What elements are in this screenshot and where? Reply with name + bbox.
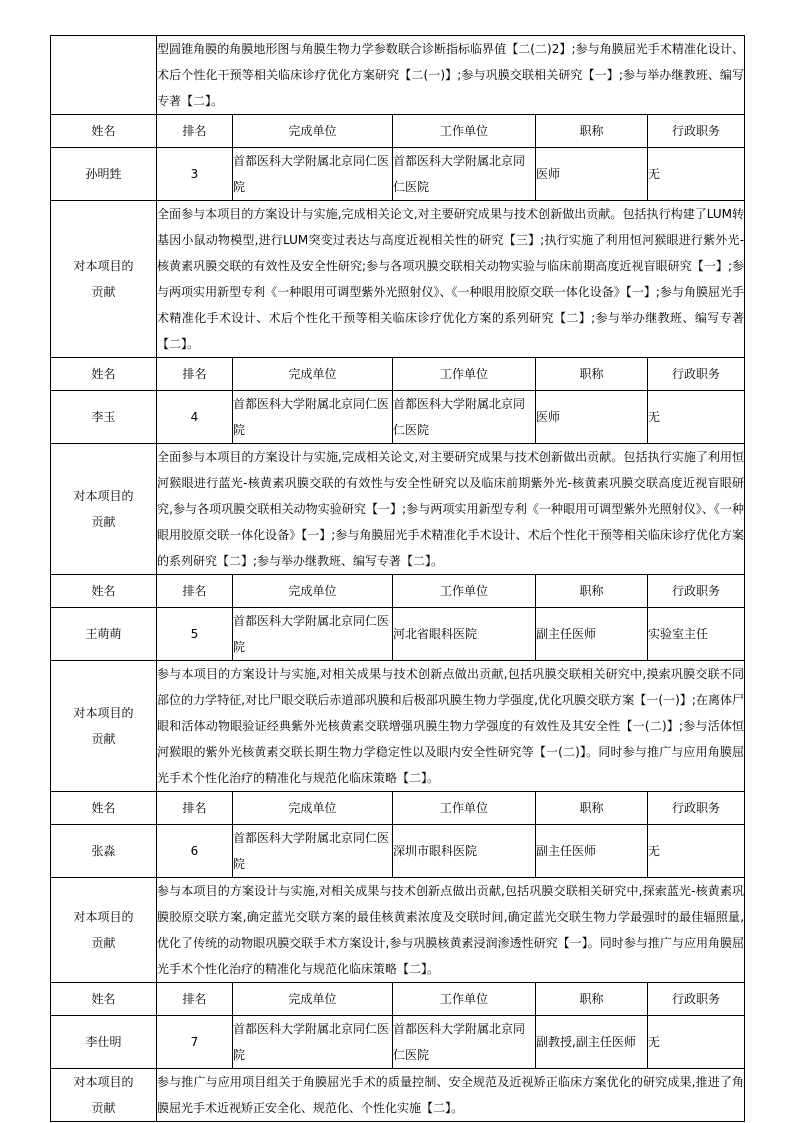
completion-unit-header: 完成单位	[233, 115, 393, 148]
member-completion-unit: 首都医科大学附属北京同仁医院	[233, 391, 393, 444]
title-header: 职称	[536, 792, 648, 825]
title-header: 职称	[536, 983, 648, 1016]
member-title: 副教授,副主任医师	[536, 1016, 648, 1069]
rank-header: 排名	[157, 115, 233, 148]
contribution-label: 对本项目的贡献	[51, 661, 157, 792]
member-rank: 7	[157, 1016, 233, 1069]
admin-position-header: 行政职务	[648, 792, 745, 825]
continuation-text: 型圆锥角膜的角膜地形图与角膜生物力学参数联合诊断指标临界值【二(二)2】;参与角膜屈光手术精准化设计、术后个性化干预等相关临床诊疗优化方案研究【二(一)】;参与巩膜交联相关研究【一】;参与举办继教班、编写专著【二】。	[157, 36, 745, 115]
member-work-unit: 首都医科大学附属北京同仁医院	[393, 1016, 536, 1069]
completion-unit-header: 完成单位	[233, 792, 393, 825]
work-unit-header: 工作单位	[393, 983, 536, 1016]
member-admin-position: 无	[648, 1016, 745, 1069]
title-header: 职称	[536, 358, 648, 391]
member-info-row	[51, 608, 745, 661]
continuation-row	[51, 36, 745, 115]
rank-header: 排名	[157, 792, 233, 825]
admin-position-header: 行政职务	[648, 575, 745, 608]
member-title: 副主任医师	[536, 825, 648, 878]
contribution-label: 对本项目的贡献	[51, 878, 157, 983]
title-header: 职称	[536, 575, 648, 608]
member-admin-position: 无	[648, 391, 745, 444]
name-header: 姓名	[51, 575, 157, 608]
member-name: 李玉	[51, 391, 157, 444]
member-admin-position: 无	[648, 148, 745, 201]
member-name: 李仕明	[51, 1016, 157, 1069]
rank-header: 排名	[157, 358, 233, 391]
completion-unit-header: 完成单位	[233, 358, 393, 391]
member-name: 孙明甡	[51, 148, 157, 201]
member-contribution: 参与本项目的方案设计与实施,对相关成果与技术创新点做出贡献,包括巩膜交联相关研究中,摸索巩膜交联不同部位的力学特征,对比尸眼交联后赤道部巩膜和后极部巩膜生物力学强度,优化巩膜交联方案【一(一)】;在离体尸眼和活体动物眼验证经典紫外光核黄素交联增强巩膜生物力学强度的有效性及其安全性【一(二)】;参与活体恒河猴眼的紫外光核黄素交联长期生物力学稳定性以及眼内安全性研究等【一(二)】。同时参与推广与应用角膜屈光手术个性化治疗的精准化与规范化临床策略【二】。	[157, 661, 745, 792]
member-info-row	[51, 391, 745, 444]
member-title: 副主任医师	[536, 608, 648, 661]
header-row	[51, 358, 745, 391]
title-header: 职称	[536, 115, 648, 148]
member-work-unit: 首都医科大学附属北京同仁医院	[393, 391, 536, 444]
member-info-row	[51, 148, 745, 201]
member-completion-unit: 首都医科大学附属北京同仁医院	[233, 608, 393, 661]
member-rank: 3	[157, 148, 233, 201]
member-contribution: 全面参与本项目的方案设计与实施,完成相关论文,对主要研究成果与技术创新做出贡献。包括执行实施了利用恒河猴眼进行蓝光-核黄素巩膜交联的有效性与安全性研究以及临床前期紫外光-核黄素巩膜交联高度近视盲眼研究,参与各项巩膜交联相关动物实验研究【一】;参与两项实用新型专利《一种眼用可调型紫外光照射仪》、《一种眼用胶原交联一体化设备》【一】;参与角膜屈光手术精准化手术设计、术后个性化干预等相关临床诊疗优化方案的系列研究【二】;参与举办继教班、编写专著【二】。	[157, 444, 745, 575]
member-admin-position: 实验室主任	[648, 608, 745, 661]
member-contribution-row	[51, 878, 745, 983]
member-rank: 5	[157, 608, 233, 661]
member-rank: 4	[157, 391, 233, 444]
admin-position-header: 行政职务	[648, 983, 745, 1016]
member-work-unit: 河北省眼科医院	[393, 608, 536, 661]
contribution-label: 对本项目的贡献	[51, 1069, 157, 1122]
completion-unit-header: 完成单位	[233, 575, 393, 608]
member-contribution: 全面参与本项目的方案设计与实施,完成相关论文,对主要研究成果与技术创新做出贡献。包括执行构建了LUM转基因小鼠动物模型,进行LUM突变过表达与高度近视相关性的研究【三】;执行实施了利用恒河猴眼进行紫外光-核黄素巩膜交联的有效性及安全性研究;参与各项巩膜交联相关动物实验与临床前期高度近视盲眼研究【一】;参与两项实用新型专利《一种眼用可调型紫外光照射仪》、《一种眼用胶原交联一体化设备》【一】;参与角膜屈光手术精准化手术设计、术后个性化干预等相关临床诊疗优化方案的系列研究【二】;参与举办继教班、编写专著【二】。	[157, 201, 745, 358]
contribution-label: 对本项目的贡献	[51, 201, 157, 358]
name-header: 姓名	[51, 983, 157, 1016]
work-unit-header: 工作单位	[393, 792, 536, 825]
rank-header: 排名	[157, 575, 233, 608]
header-row	[51, 983, 745, 1016]
personnel-table	[50, 35, 745, 1122]
admin-position-header: 行政职务	[648, 358, 745, 391]
member-contribution-row	[51, 661, 745, 792]
members-body	[51, 115, 745, 1122]
member-info-row	[51, 1016, 745, 1069]
work-unit-header: 工作单位	[393, 115, 536, 148]
member-contribution-row	[51, 1069, 745, 1122]
member-title: 医师	[536, 391, 648, 444]
member-contribution: 参与本项目的方案设计与实施,对相关成果与技术创新点做出贡献,包括巩膜交联相关研究中,探索蓝光-核黄素巩膜胶原交联方案,确定蓝光交联方案的最佳核黄素浓度及交联时间,确定蓝光交联生物力学最强时的最佳辐照量,优化了传统的动物眼巩膜交联手术方案设计,参与巩膜核黄素浸润渗透性研究【一】。同时参与推广与应用角膜屈光手术个性化治疗的精准化与规范化临床策略【二】。	[157, 878, 745, 983]
header-row	[51, 792, 745, 825]
completion-unit-header: 完成单位	[233, 983, 393, 1016]
member-contribution: 参与推广与应用项目组关于角膜屈光手术的质量控制、安全规范及近视矫正临床方案优化的研究成果,推进了角膜屈光手术近视矫正安全化、规范化、个性化实施【二】。	[157, 1069, 745, 1122]
member-completion-unit: 首都医科大学附属北京同仁医院	[233, 1016, 393, 1069]
member-work-unit: 深圳市眼科医院	[393, 825, 536, 878]
member-name: 张淼	[51, 825, 157, 878]
member-contribution-row	[51, 201, 745, 358]
member-title: 医师	[536, 148, 648, 201]
name-header: 姓名	[51, 115, 157, 148]
rank-header: 排名	[157, 983, 233, 1016]
work-unit-header: 工作单位	[393, 575, 536, 608]
admin-position-header: 行政职务	[648, 115, 745, 148]
member-completion-unit: 首都医科大学附属北京同仁医院	[233, 148, 393, 201]
member-completion-unit: 首都医科大学附属北京同仁医院	[233, 825, 393, 878]
member-work-unit: 首都医科大学附属北京同仁医院	[393, 148, 536, 201]
member-name: 王萌萌	[51, 608, 157, 661]
header-row	[51, 115, 745, 148]
name-header: 姓名	[51, 358, 157, 391]
header-row	[51, 575, 745, 608]
member-admin-position: 无	[648, 825, 745, 878]
name-header: 姓名	[51, 792, 157, 825]
member-rank: 6	[157, 825, 233, 878]
contribution-label: 对本项目的贡献	[51, 444, 157, 575]
member-contribution-row	[51, 444, 745, 575]
work-unit-header: 工作单位	[393, 358, 536, 391]
member-info-row	[51, 825, 745, 878]
continuation-label-cell	[51, 36, 157, 115]
